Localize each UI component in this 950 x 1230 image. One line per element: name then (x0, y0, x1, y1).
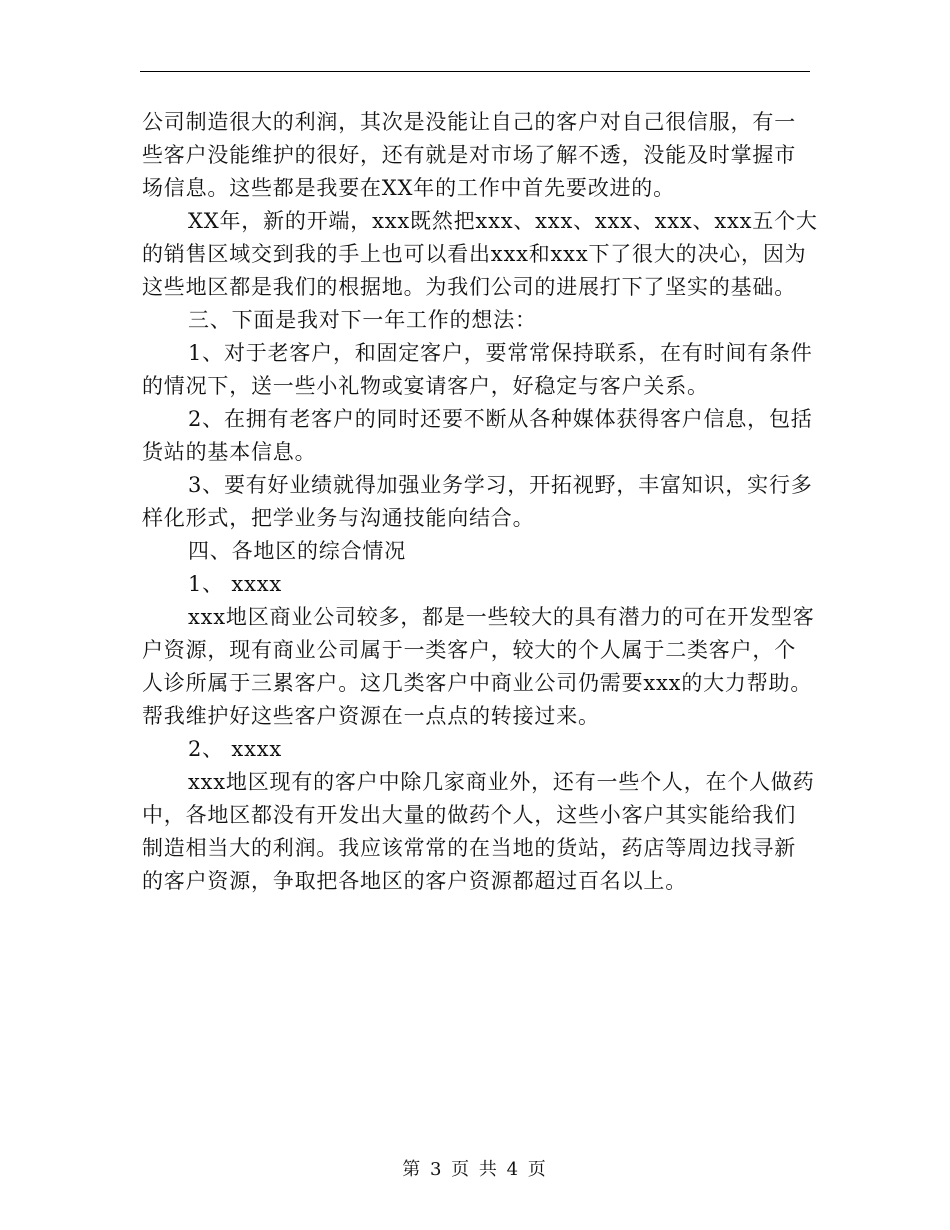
paragraph-start-line: xxx地区现有的客户中除几家商业外，还有一些个人，在个人做药 (188, 770, 815, 794)
body-line: 人诊所属于三累客户。这几类客户中商业公司仍需要xxx的大力帮助。 (142, 671, 813, 695)
list-item-start-line: 3、要有好业绩就得加强业务学习，开拓视野，丰富知识，实行多 (188, 473, 813, 497)
body-line: 的销售区域交到我的手上也可以看出xxx和xxx下了很大的决心，因为 (142, 242, 807, 266)
paragraph-start-line: xxx地区商业公司较多，都是一些较大的具有潜力的可在开发型客 (188, 605, 815, 629)
body-line: 的情况下，送一些小礼物或宴请客户，好稳定与客户关系。 (142, 374, 709, 398)
body-line: 货站的基本信息。 (142, 440, 317, 464)
paragraph-start-line: XX年，新的开端，xxx既然把xxx、xxx、xxx、xxx、xxx五个大 (188, 209, 818, 233)
section-heading: 三、下面是我对下一年工作的想法： (188, 308, 537, 332)
body-line: 样化形式，把学业务与沟通技能向结合。 (142, 506, 535, 530)
page-number-footer: 第 3 页 共 4 页 (402, 1159, 548, 1180)
body-line: 户资源，现有商业公司属于一类客户，较大的个人属于二类客户，个 (142, 638, 796, 662)
body-line: 制造相当大的利润。我应该常常的在当地的货站，药店等周边找寻新 (142, 836, 796, 860)
body-line: 公司制造很大的利润，其次是没能让自己的客户对自己很信服，有一 (142, 110, 796, 134)
body-line: 些客户没能维护的很好，还有就是对市场了解不透，没能及时掌握市 (142, 143, 796, 167)
subsection-heading: 1、 xxxx (188, 572, 283, 596)
body-line: 帮我维护好这些客户资源在一点点的转接过来。 (142, 704, 600, 728)
header-rule (140, 71, 810, 72)
list-item-start-line: 1、对于老客户，和固定客户，要常常保持联系，在有时间有条件 (188, 341, 813, 365)
subsection-heading: 2、 xxxx (188, 737, 283, 761)
section-heading: 四、各地区的综合情况 (188, 539, 406, 563)
list-item-start-line: 2、在拥有老客户的同时还要不断从各种媒体获得客户信息，包括 (188, 407, 813, 431)
body-line: 的客户资源，争取把各地区的客户资源都超过百名以上。 (142, 869, 687, 893)
body-line: 这些地区都是我们的根据地。为我们公司的进展打下了坚实的基础。 (142, 275, 796, 299)
body-line: 场信息。这些都是我要在XX年的工作中首先要改进的。 (142, 176, 675, 200)
body-line: 中，各地区都没有开发出大量的做药个人，这些小客户其实能给我们 (142, 803, 796, 827)
document-body (142, 106, 818, 898)
